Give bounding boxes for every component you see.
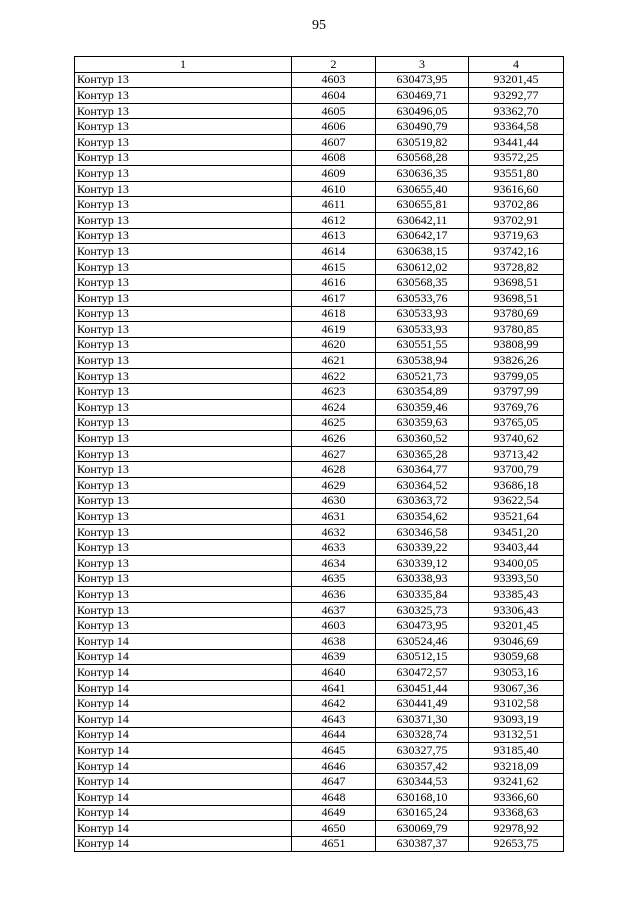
table-row (75, 821, 564, 837)
point-number-cell: 4614 (292, 244, 376, 260)
contour-name-cell: Контур 13 (75, 306, 292, 322)
y-coordinate-cell: 93700,79 (469, 462, 564, 478)
x-coordinate-cell: 630490,79 (376, 119, 469, 135)
contour-name-cell: Контур 13 (75, 228, 292, 244)
contour-name-cell: Контур 13 (75, 88, 292, 104)
table-row (75, 633, 564, 649)
point-number-cell: 4626 (292, 431, 376, 447)
x-coordinate-cell: 630636,35 (376, 166, 469, 182)
contour-name-cell: Контур 13 (75, 150, 292, 166)
table-row (75, 524, 564, 540)
y-coordinate-cell: 93698,51 (469, 290, 564, 306)
point-number-cell: 4636 (292, 587, 376, 603)
contour-name-cell: Контур 13 (75, 415, 292, 431)
point-number-cell: 4609 (292, 166, 376, 182)
contour-name-cell: Контур 13 (75, 462, 292, 478)
coordinates-table (74, 56, 564, 852)
contour-name-cell: Контур 13 (75, 587, 292, 603)
table-row (75, 789, 564, 805)
table-body (75, 72, 564, 852)
y-coordinate-cell: 93185,40 (469, 743, 564, 759)
table-row (75, 306, 564, 322)
x-coordinate-cell: 630371,30 (376, 711, 469, 727)
y-coordinate-cell: 93241,62 (469, 774, 564, 790)
x-coordinate-cell: 630533,76 (376, 290, 469, 306)
table-row (75, 400, 564, 416)
point-number-cell: 4632 (292, 524, 376, 540)
x-coordinate-cell: 630655,81 (376, 197, 469, 213)
point-number-cell: 4642 (292, 696, 376, 712)
y-coordinate-cell: 93797,99 (469, 384, 564, 400)
x-coordinate-cell: 630339,12 (376, 556, 469, 572)
table-row (75, 212, 564, 228)
point-number-cell: 4618 (292, 306, 376, 322)
y-coordinate-cell: 93306,43 (469, 602, 564, 618)
point-number-cell: 4613 (292, 228, 376, 244)
contour-name-cell: Контур 13 (75, 322, 292, 338)
x-coordinate-cell: 630168,10 (376, 789, 469, 805)
y-coordinate-cell: 93218,09 (469, 758, 564, 774)
y-coordinate-cell: 93067,36 (469, 680, 564, 696)
x-coordinate-cell: 630642,11 (376, 212, 469, 228)
column-header-4: 4 (469, 57, 564, 73)
y-coordinate-cell: 93364,58 (469, 119, 564, 135)
point-number-cell: 4619 (292, 322, 376, 338)
y-coordinate-cell: 93201,45 (469, 618, 564, 634)
x-coordinate-cell: 630473,95 (376, 72, 469, 88)
contour-name-cell: Контур 14 (75, 727, 292, 743)
point-number-cell: 4629 (292, 478, 376, 494)
y-coordinate-cell: 93713,42 (469, 446, 564, 462)
contour-name-cell: Контур 13 (75, 368, 292, 384)
point-number-cell: 4650 (292, 821, 376, 837)
x-coordinate-cell: 630533,93 (376, 322, 469, 338)
y-coordinate-cell: 93719,63 (469, 228, 564, 244)
y-coordinate-cell: 93053,16 (469, 665, 564, 681)
x-coordinate-cell: 630327,75 (376, 743, 469, 759)
point-number-cell: 4621 (292, 353, 376, 369)
table-row (75, 649, 564, 665)
x-coordinate-cell: 630472,57 (376, 665, 469, 681)
x-coordinate-cell: 630365,28 (376, 446, 469, 462)
table-row (75, 540, 564, 556)
x-coordinate-cell: 630325,73 (376, 602, 469, 618)
point-number-cell: 4628 (292, 462, 376, 478)
y-coordinate-cell: 93702,91 (469, 212, 564, 228)
y-coordinate-cell: 93292,77 (469, 88, 564, 104)
point-number-cell: 4615 (292, 259, 376, 275)
x-coordinate-cell: 630524,46 (376, 633, 469, 649)
y-coordinate-cell: 93403,44 (469, 540, 564, 556)
table-row (75, 415, 564, 431)
contour-name-cell: Контур 13 (75, 446, 292, 462)
y-coordinate-cell: 93201,45 (469, 72, 564, 88)
x-coordinate-cell: 630359,63 (376, 415, 469, 431)
contour-name-cell: Контур 14 (75, 649, 292, 665)
x-coordinate-cell: 630328,74 (376, 727, 469, 743)
contour-name-cell: Контур 14 (75, 758, 292, 774)
x-coordinate-cell: 630354,89 (376, 384, 469, 400)
x-coordinate-cell: 630638,15 (376, 244, 469, 260)
table-row (75, 462, 564, 478)
point-number-cell: 4605 (292, 103, 376, 119)
y-coordinate-cell: 93769,76 (469, 400, 564, 416)
point-number-cell: 4647 (292, 774, 376, 790)
point-number-cell: 4641 (292, 680, 376, 696)
y-coordinate-cell: 93740,62 (469, 431, 564, 447)
contour-name-cell: Контур 14 (75, 696, 292, 712)
contour-name-cell: Контур 13 (75, 197, 292, 213)
y-coordinate-cell: 92978,92 (469, 821, 564, 837)
contour-name-cell: Контур 13 (75, 478, 292, 494)
x-coordinate-cell: 630655,40 (376, 181, 469, 197)
point-number-cell: 4643 (292, 711, 376, 727)
table-row (75, 353, 564, 369)
contour-name-cell: Контур 13 (75, 384, 292, 400)
table-row (75, 805, 564, 821)
y-coordinate-cell: 93046,69 (469, 633, 564, 649)
x-coordinate-cell: 630339,22 (376, 540, 469, 556)
point-number-cell: 4617 (292, 290, 376, 306)
contour-name-cell: Контур 14 (75, 680, 292, 696)
y-coordinate-cell: 93441,44 (469, 134, 564, 150)
point-number-cell: 4648 (292, 789, 376, 805)
y-coordinate-cell: 93362,70 (469, 103, 564, 119)
contour-name-cell: Контур 14 (75, 711, 292, 727)
y-coordinate-cell: 93385,43 (469, 587, 564, 603)
table-row (75, 571, 564, 587)
x-coordinate-cell: 630335,84 (376, 587, 469, 603)
x-coordinate-cell: 630612,02 (376, 259, 469, 275)
x-coordinate-cell: 630354,62 (376, 509, 469, 525)
y-coordinate-cell: 93551,80 (469, 166, 564, 182)
point-number-cell: 4638 (292, 633, 376, 649)
contour-name-cell: Контур 13 (75, 72, 292, 88)
column-header-2: 2 (292, 57, 376, 73)
table-row (75, 166, 564, 182)
table-row (75, 290, 564, 306)
contour-name-cell: Контур 14 (75, 633, 292, 649)
x-coordinate-cell: 630533,93 (376, 306, 469, 322)
table-row (75, 446, 564, 462)
y-coordinate-cell: 93780,85 (469, 322, 564, 338)
contour-name-cell: Контур 13 (75, 602, 292, 618)
point-number-cell: 4610 (292, 181, 376, 197)
table-row (75, 368, 564, 384)
point-number-cell: 4639 (292, 649, 376, 665)
table-row (75, 259, 564, 275)
point-number-cell: 4646 (292, 758, 376, 774)
table-row (75, 602, 564, 618)
y-coordinate-cell: 93698,51 (469, 275, 564, 291)
contour-name-cell: Контур 14 (75, 665, 292, 681)
table-row (75, 103, 564, 119)
table-row (75, 618, 564, 634)
table-row (75, 322, 564, 338)
table-row (75, 680, 564, 696)
y-coordinate-cell: 93093,19 (469, 711, 564, 727)
x-coordinate-cell: 630473,95 (376, 618, 469, 634)
y-coordinate-cell: 92653,75 (469, 836, 564, 852)
contour-name-cell: Контур 13 (75, 134, 292, 150)
point-number-cell: 4627 (292, 446, 376, 462)
contour-name-cell: Контур 13 (75, 275, 292, 291)
y-coordinate-cell: 93393,50 (469, 571, 564, 587)
column-header-3: 3 (376, 57, 469, 73)
point-number-cell: 4640 (292, 665, 376, 681)
point-number-cell: 4625 (292, 415, 376, 431)
contour-name-cell: Контур 13 (75, 571, 292, 587)
y-coordinate-cell: 93826,26 (469, 353, 564, 369)
y-coordinate-cell: 93622,54 (469, 493, 564, 509)
x-coordinate-cell: 630642,17 (376, 228, 469, 244)
contour-name-cell: Контур 13 (75, 400, 292, 416)
contour-name-cell: Контур 13 (75, 493, 292, 509)
point-number-cell: 4624 (292, 400, 376, 416)
contour-name-cell: Контур 13 (75, 524, 292, 540)
y-coordinate-cell: 93808,99 (469, 337, 564, 353)
x-coordinate-cell: 630387,37 (376, 836, 469, 852)
table-row (75, 431, 564, 447)
point-number-cell: 4623 (292, 384, 376, 400)
table-row (75, 743, 564, 759)
x-coordinate-cell: 630364,52 (376, 478, 469, 494)
contour-name-cell: Контур 14 (75, 821, 292, 837)
point-number-cell: 4637 (292, 602, 376, 618)
table-row (75, 493, 564, 509)
contour-name-cell: Контур 13 (75, 556, 292, 572)
point-number-cell: 4649 (292, 805, 376, 821)
point-number-cell: 4634 (292, 556, 376, 572)
point-number-cell: 4633 (292, 540, 376, 556)
page-number: 95 (312, 18, 326, 33)
y-coordinate-cell: 93521,64 (469, 509, 564, 525)
table-row (75, 244, 564, 260)
point-number-cell: 4603 (292, 618, 376, 634)
table-row (75, 228, 564, 244)
y-coordinate-cell: 93742,16 (469, 244, 564, 260)
contour-name-cell: Контур 13 (75, 244, 292, 260)
x-coordinate-cell: 630496,05 (376, 103, 469, 119)
table-row (75, 478, 564, 494)
y-coordinate-cell: 93616,60 (469, 181, 564, 197)
point-number-cell: 4630 (292, 493, 376, 509)
contour-name-cell: Контур 13 (75, 166, 292, 182)
table-row (75, 134, 564, 150)
x-coordinate-cell: 630469,71 (376, 88, 469, 104)
point-number-cell: 4616 (292, 275, 376, 291)
contour-name-cell: Контур 14 (75, 836, 292, 852)
y-coordinate-cell: 93400,05 (469, 556, 564, 572)
y-coordinate-cell: 93451,20 (469, 524, 564, 540)
point-number-cell: 4603 (292, 72, 376, 88)
contour-name-cell: Контур 13 (75, 290, 292, 306)
table-row (75, 556, 564, 572)
column-header-1: 1 (75, 57, 292, 73)
x-coordinate-cell: 630568,35 (376, 275, 469, 291)
table-row (75, 727, 564, 743)
table-row (75, 696, 564, 712)
x-coordinate-cell: 630521,73 (376, 368, 469, 384)
y-coordinate-cell: 93702,86 (469, 197, 564, 213)
table-row (75, 836, 564, 852)
contour-name-cell: Контур 13 (75, 181, 292, 197)
x-coordinate-cell: 630512,15 (376, 649, 469, 665)
y-coordinate-cell: 93102,58 (469, 696, 564, 712)
y-coordinate-cell: 93132,51 (469, 727, 564, 743)
y-coordinate-cell: 93765,05 (469, 415, 564, 431)
x-coordinate-cell: 630519,82 (376, 134, 469, 150)
y-coordinate-cell: 93572,25 (469, 150, 564, 166)
point-number-cell: 4620 (292, 337, 376, 353)
contour-name-cell: Контур 13 (75, 119, 292, 135)
x-coordinate-cell: 630165,24 (376, 805, 469, 821)
point-number-cell: 4631 (292, 509, 376, 525)
table-row (75, 88, 564, 104)
point-number-cell: 4644 (292, 727, 376, 743)
contour-name-cell: Контур 13 (75, 353, 292, 369)
table-row (75, 337, 564, 353)
table-row (75, 509, 564, 525)
table-row (75, 665, 564, 681)
table-row (75, 150, 564, 166)
contour-name-cell: Контур 13 (75, 103, 292, 119)
y-coordinate-cell: 93728,82 (469, 259, 564, 275)
y-coordinate-cell: 93686,18 (469, 478, 564, 494)
contour-name-cell: Контур 14 (75, 743, 292, 759)
x-coordinate-cell: 630551,55 (376, 337, 469, 353)
y-coordinate-cell: 93780,69 (469, 306, 564, 322)
x-coordinate-cell: 630360,52 (376, 431, 469, 447)
point-number-cell: 4635 (292, 571, 376, 587)
x-coordinate-cell: 630338,93 (376, 571, 469, 587)
table-row (75, 275, 564, 291)
point-number-cell: 4651 (292, 836, 376, 852)
table-row (75, 758, 564, 774)
point-number-cell: 4606 (292, 119, 376, 135)
table-row (75, 587, 564, 603)
contour-name-cell: Контур 13 (75, 259, 292, 275)
contour-name-cell: Контур 14 (75, 789, 292, 805)
point-number-cell: 4611 (292, 197, 376, 213)
x-coordinate-cell: 630441,49 (376, 696, 469, 712)
y-coordinate-cell: 93059,68 (469, 649, 564, 665)
x-coordinate-cell: 630069,79 (376, 821, 469, 837)
contour-name-cell: Контур 13 (75, 337, 292, 353)
table-row (75, 119, 564, 135)
x-coordinate-cell: 630363,72 (376, 493, 469, 509)
y-coordinate-cell: 93366,60 (469, 789, 564, 805)
table-row (75, 384, 564, 400)
contour-name-cell: Контур 13 (75, 431, 292, 447)
x-coordinate-cell: 630346,58 (376, 524, 469, 540)
table-row (75, 72, 564, 88)
x-coordinate-cell: 630451,44 (376, 680, 469, 696)
contour-name-cell: Контур 13 (75, 509, 292, 525)
x-coordinate-cell: 630538,94 (376, 353, 469, 369)
contour-name-cell: Контур 14 (75, 774, 292, 790)
x-coordinate-cell: 630364,77 (376, 462, 469, 478)
point-number-cell: 4612 (292, 212, 376, 228)
contour-name-cell: Контур 13 (75, 540, 292, 556)
x-coordinate-cell: 630357,42 (376, 758, 469, 774)
table-row (75, 711, 564, 727)
x-coordinate-cell: 630568,28 (376, 150, 469, 166)
table-row (75, 181, 564, 197)
table-row (75, 197, 564, 213)
point-number-cell: 4608 (292, 150, 376, 166)
x-coordinate-cell: 630359,46 (376, 400, 469, 416)
contour-name-cell: Контур 13 (75, 212, 292, 228)
y-coordinate-cell: 93799,05 (469, 368, 564, 384)
table-row (75, 774, 564, 790)
point-number-cell: 4622 (292, 368, 376, 384)
point-number-cell: 4604 (292, 88, 376, 104)
point-number-cell: 4645 (292, 743, 376, 759)
point-number-cell: 4607 (292, 134, 376, 150)
table-header-row (75, 57, 564, 73)
x-coordinate-cell: 630344,53 (376, 774, 469, 790)
contour-name-cell: Контур 13 (75, 618, 292, 634)
y-coordinate-cell: 93368,63 (469, 805, 564, 821)
contour-name-cell: Контур 14 (75, 805, 292, 821)
